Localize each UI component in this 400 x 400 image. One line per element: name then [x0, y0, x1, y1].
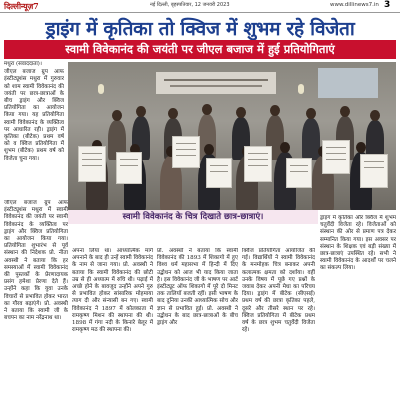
article-column-3: प्रो. अवस्थी ने बताया कि स्वामी विवेकानंद की 1893 में शिकागो में हुए विश्व धर्म महासभा में हिन्दी में दिए उद्बोधन को आज भी याद किया जाता है। इस विवेकानंद जी के भाषण पर आर्ट इंस्टीट्यूट ऑफ शिकागो में पूरे दो मिनट तक तालियाँ बजती रहीं। इसी भाषण के बाद दुनिया उनकी आध्यात्मिक सोच और ज्ञान से प्रभावित हुई। प्रो. अवस्थी ने उद्बोधन के बाद छात्र-छात्राओं के बीच ड्राइंग और [157, 248, 238, 327]
window [318, 68, 378, 98]
page-number: 3 [384, 0, 391, 10]
dateline: नई दिल्ली, बृहस्पतिवार, 12 जनवरी 2023 [150, 2, 230, 8]
drawing-sheet [244, 146, 272, 182]
headline: ड्राइंग में कृतिका तो क्विज में शुभम रहे विजेता [45, 18, 355, 40]
newspaper-logo: दिल्लीन्यूज़7 [4, 1, 39, 11]
byline: मथुरा (संवाददाता)। [4, 61, 42, 67]
article-column-1-top [4, 61, 64, 197]
drawing-sheet [322, 140, 350, 174]
drawing-sheet [286, 158, 312, 188]
article-text: जीएल बजाज ग्रुप आफ इंस्टीट्यूशंस मथुरा में गुरुवार को शाम स्वामी विवेकानंद की जयंती पर छात्र-छात्राओं के बीच ड्राइंग और क्विज प्रतियोगिता का आयोजन किया गया। यह प्रतियोगिता स्वामी विवेकानंद के व्यक्तित्व पर आधारित रही। ड्राइंग में कृतिका (बीटेक) प्रथम वर्ष को व क्विज प्रतियोगिता में शुभम (बीटेक) प्रथम वर्ष को विजेता चुना गया। [4, 69, 64, 162]
drawing-sheet [360, 154, 388, 188]
subheadline-bar [4, 40, 396, 59]
subheadline: स्वामी विवेकानंद की जयंती पर जीएल बजाज में हुई प्रतियोगिताएं [65, 42, 335, 56]
person [302, 118, 320, 160]
drawing-sheet [116, 152, 142, 184]
stage-banner [156, 72, 276, 94]
drawing-sheet [78, 146, 106, 182]
article-column-5: ड्राइंग में कृतिका और क्विज में शुभम चतुर्वेदी विजेता रहे। विजेताओं को संस्थान की ओर से प्रमाण पत्र देकर सम्मानित किया गया। इस अवसर पर संस्थान के शिक्षक एवं बड़ी संख्या में छात्र-छात्राएं उपस्थित रहे। सभी ने स्वामी विवेकानंद के आदर्शों पर चलने का संकल्प लिया। [320, 215, 396, 272]
photo-caption: स्वामी विवेकानंद के चित्र दिखाते छात्र-छात्राएं। [122, 212, 264, 222]
drawing-sheet [206, 158, 232, 188]
article-column-1-bottom: जीएल बजाज ग्रुप आफ इंस्टीट्यूशंस मथुरा में स्वामी विवेकानंद की जयंती पर स्वामी विवेकानंद के व्यक्तित्व पर ड्राइंग और क्विज प्रतियोगिता का आयोजन किया गया। प्रतियोगिता शुभारंभ से पूर्व संस्थान की निदेशक प्रो. नीता अवस्थी ने बताया कि हर समस्याओं में स्वामी विवेकानंद की पुस्तकों के प्रेरणादायक प्रसंग हमेशा प्रेरणा देते हैं। उन्होंने कहा कि युवा उनके विचारों से प्रभावित होकर भारत का गौरव बढ़ाएंगे। प्रो. अवस्थी ने बताया कि स्वामी जी के बचपन का नाम नरेंद्रनाथ था। [4, 200, 68, 322]
article-column-4: क्विज प्रतियोगिता आयोजित की गई। विद्यार्थियों ने स्वामी विवेकानंद के मनमोहक चित्र बनाकर अपनी कलात्मक क्षमता को दर्शाया। वहीं उनके विषय में पूछे गए प्रश्नों के जवाब देकर अपनी मेधा का परिचय दिया। ड्राइंग में बीटेक (सीएसई) प्रथम वर्ष की छात्रा कृतिका पहले, दूसरे और तीसरे स्थान पर रहे। क्विज प्रतियोगिता में बीटेक प्रथम वर्ष के छात्र शुभम चतुर्वेदी विजेता रहे। [242, 248, 315, 334]
event-photo [68, 62, 396, 210]
photo-caption-bar [68, 210, 318, 224]
article-column-2: अपना लिया था। आध्यात्मिक मार्ग अपनाने के बाद ही उन्हें स्वामी विवेकानंद के नाम से जाना गया। प्रो. अवस्थी ने बताया कि स्वामी विवेकानंद की छोटी उम्र से ही अध्यात्म में रुचि थी। पढ़ाई में अच्छे होने के बावजूद उन्होंने अपने गुरु से प्रभावित होकर सांसारिक मोहमाया त्याग दी और संन्यासी बन गए। स्वामी विवेकानंद ने 1897 में कोलकाता में रामकृष्ण मिशन की स्थापना की थी। 1898 में गंगा नदी के किनारे बेलूर में रामकृष्ण मठ की स्थापना की। [72, 248, 153, 334]
drawing-sheet [172, 136, 200, 168]
site-url[interactable]: www.dillinews7.in [330, 2, 379, 8]
masthead [0, 0, 400, 13]
